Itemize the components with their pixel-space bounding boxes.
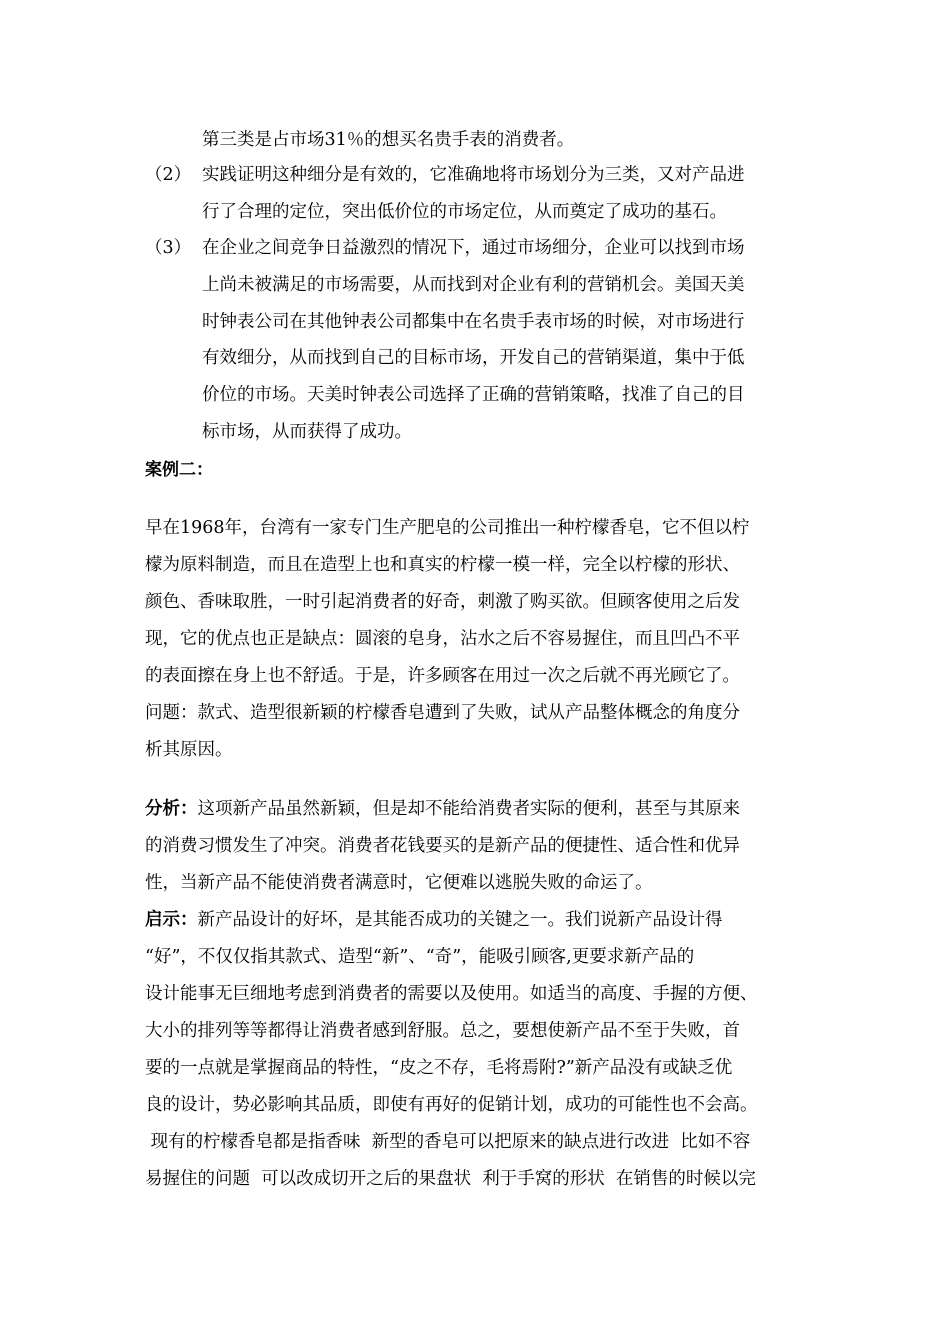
paragraph-line: 良的设计，势必影响其品质，即使有再好的促销计划，成功的可能性也不会高。 xyxy=(145,1095,758,1115)
paragraph-line: 檬为原料制造，而且在造型上也和真实的柠檬一模一样，完全以柠檬的形状、 xyxy=(145,555,740,575)
paragraph-line: 第三类是占市场31％的想买名贵手表的消费者。 xyxy=(202,130,575,150)
paragraph-line: 有效细分，从而找到自己的目标市场，开发自己的营销渠道，集中于低 xyxy=(202,348,745,368)
analysis-text: 这项新产品虽然新颖，但是却不能给消费者实际的便利，甚至与其原来 xyxy=(197,799,740,819)
paragraph-line: 实践证明这种细分是有效的，它准确地将市场划分为三类，又对产品进 xyxy=(202,165,745,185)
case-heading: 案例二： xyxy=(145,460,213,480)
paragraph-line: 标市场，从而获得了成功。 xyxy=(202,422,412,442)
insight-text: 新产品设计的好坏，是其能否成功的关键之一。我们说新产品设计得 xyxy=(197,910,723,930)
paragraph-line: 时钟表公司在其他钟表公司都集中在名贵手表市场的时候，对市场进行 xyxy=(202,312,745,332)
paragraph-line: 行了合理的定位，突出低价位的市场定位，从而奠定了成功的基石。 xyxy=(202,202,727,222)
paragraph-line: 的消费习惯发生了冲突。消费者花钱要买的是新产品的便捷性、适合性和优异 xyxy=(145,836,740,856)
list-number: （2） xyxy=(145,165,192,185)
insight-line xyxy=(145,908,815,932)
paragraph-line: 现有的柠檬香皂都是指香味 新型的香皂可以把原来的缺点进行改进 比如不容 xyxy=(145,1132,751,1152)
paragraph-line: 颜色、香味取胜，一时引起消费者的好奇，刺激了购买欲。但顾客使用之后发 xyxy=(145,592,740,612)
paragraph-line: 现，它的优点也正是缺点：圆滚的皂身，沾水之后不容易握住，而且凹凸不平 xyxy=(145,629,740,649)
analysis-label: 分析： xyxy=(145,799,198,819)
paragraph-line: 问题：款式、造型很新颖的柠檬香皂遭到了失败，试从产品整体概念的角度分 xyxy=(145,703,740,723)
paragraph-line: “好”，不仅仅指其款式、造型“新”、“奇”，能吸引顾客,更要求新产品的 xyxy=(145,947,695,967)
paragraph-line: 析其原因。 xyxy=(145,740,233,760)
paragraph-line: 价位的市场。天美时钟表公司选择了正确的营销策略，找准了自己的目 xyxy=(202,385,745,405)
paragraph-line: 在企业之间竞争日益激烈的情况下，通过市场细分，企业可以找到市场 xyxy=(202,238,745,258)
paragraph-line: 易握住的问题 可以改成切开之后的果盘状 利于手窝的形状 在销售的时候以完 xyxy=(145,1169,756,1189)
paragraph-line: 要的一点就是掌握商品的特性，“皮之不存，毛将焉附?”新产品没有或缺乏优 xyxy=(145,1058,733,1078)
paragraph-line: 性，当新产品不能使消费者满意时，它便难以逃脱失败的命运了。 xyxy=(145,873,653,893)
paragraph-line: 早在1968年，台湾有一家专门生产肥皂的公司推出一种柠檬香皂，它不但以柠 xyxy=(145,518,750,538)
paragraph-line: 上尚未被满足的市场需要，从而找到对企业有利的营销机会。美国天美 xyxy=(202,275,745,295)
analysis-line xyxy=(145,797,815,821)
list-number: （3） xyxy=(145,238,192,258)
paragraph-line: 设计能事无巨细地考虑到消费者的需要以及使用。如适当的高度、手握的方便、 xyxy=(145,984,758,1004)
paragraph-line: 的表面擦在身上也不舒适。于是，许多顾客在用过一次之后就不再光顾它了。 xyxy=(145,666,740,686)
insight-label: 启示： xyxy=(145,910,198,930)
paragraph-line: 大小的排列等等都得让消费者感到舒服。总之，要想使新产品不至于失败，首 xyxy=(145,1021,740,1041)
